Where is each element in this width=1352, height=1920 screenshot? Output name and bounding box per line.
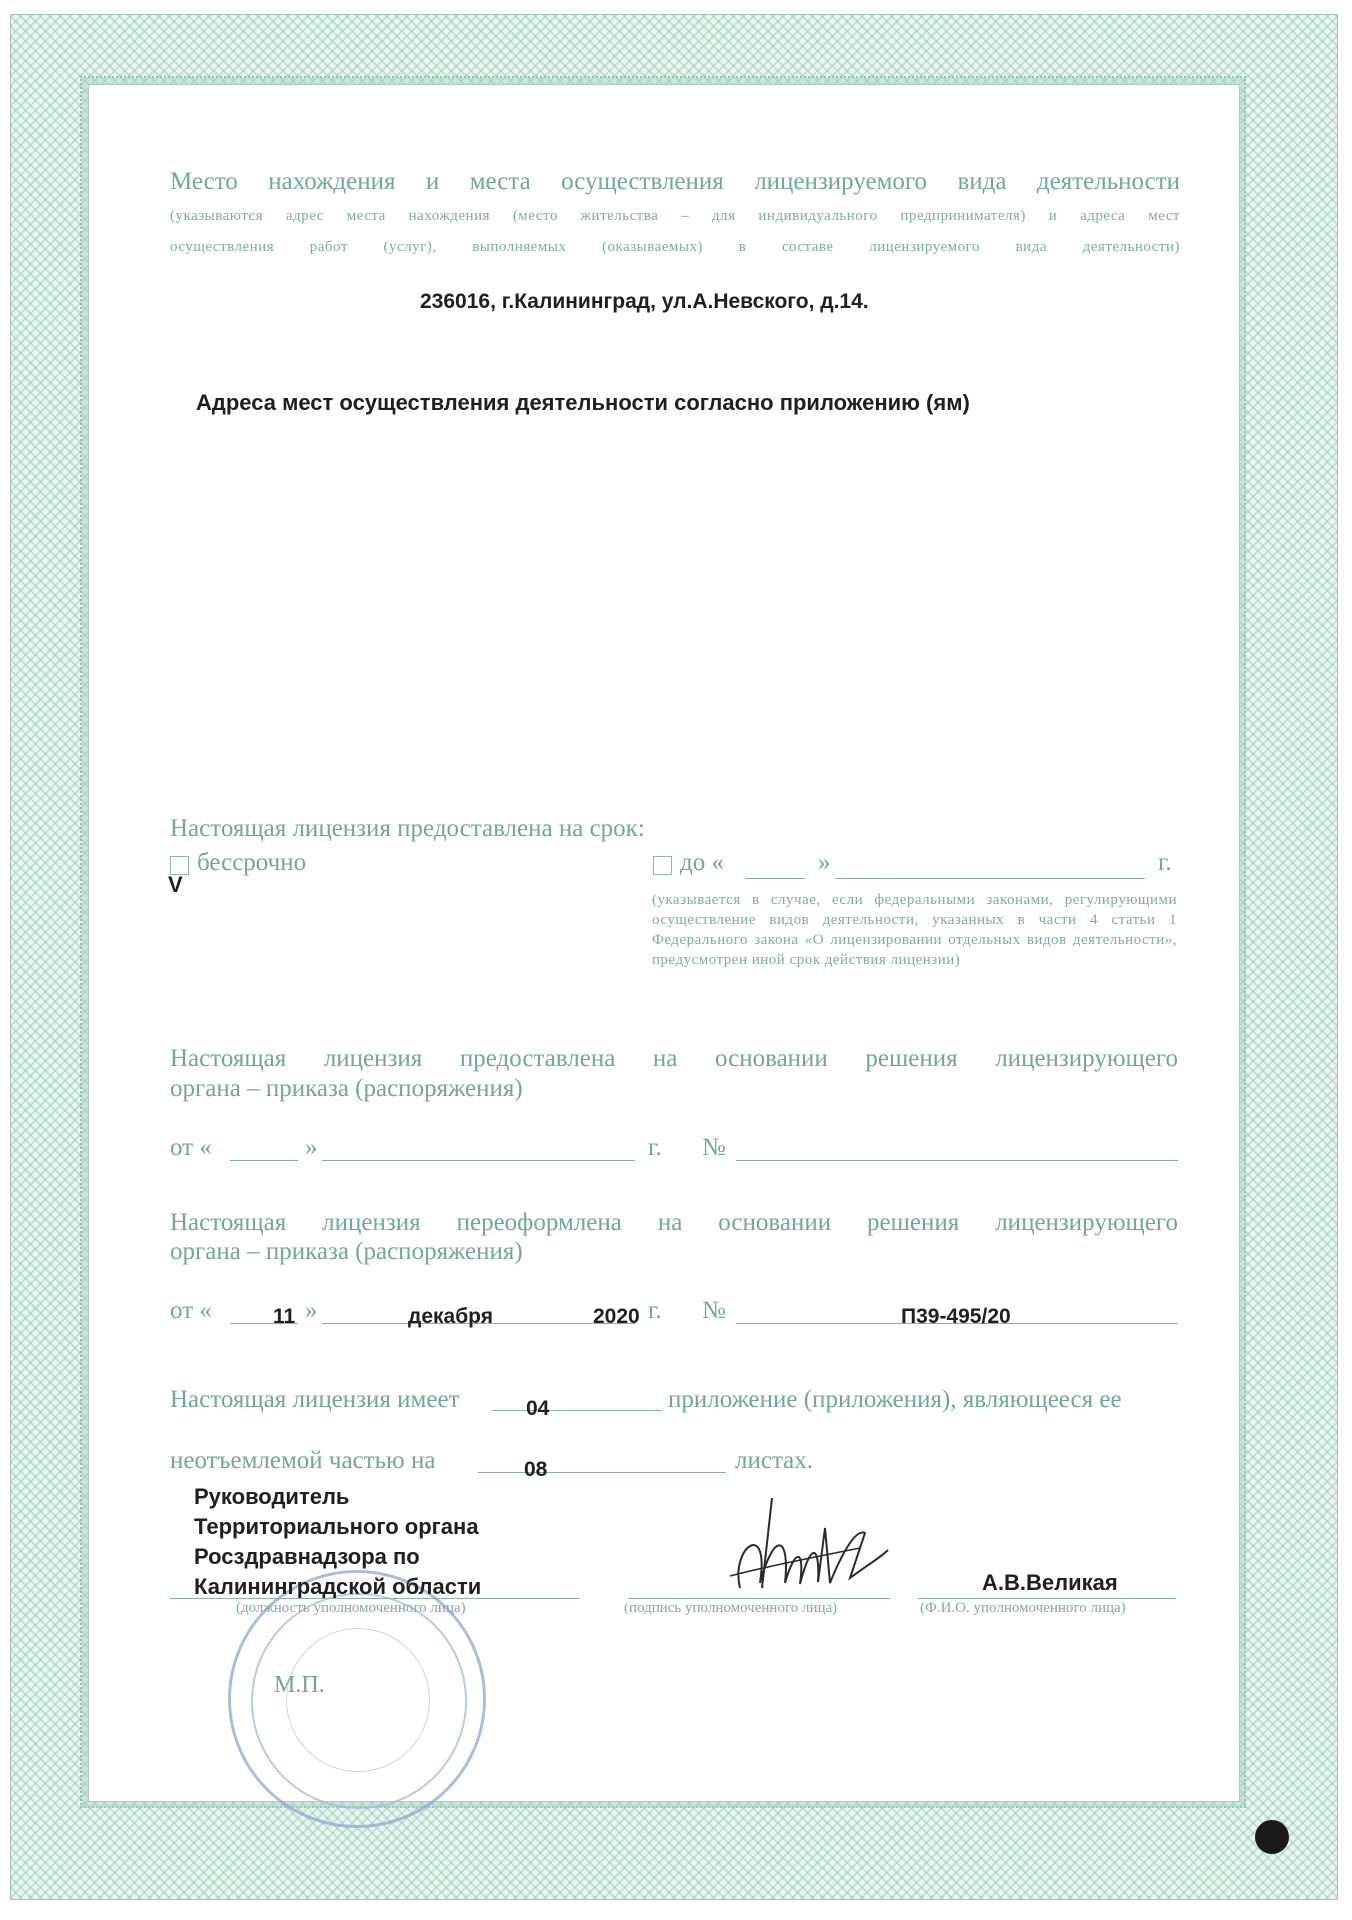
reissued-heading-line2: органа – приказа (распоряжения) xyxy=(170,1238,523,1265)
stamp-label: М.П. xyxy=(274,1672,325,1698)
until-close: » xyxy=(818,849,831,876)
granted-heading-line2: органа – приказа (распоряжения) xyxy=(170,1075,523,1102)
position-line xyxy=(170,1598,580,1599)
location-heading: Место нахождения и места осуществления лицензируемого вида деятельности xyxy=(170,168,1180,195)
until-year-suffix: г. xyxy=(1158,849,1172,876)
punch-hole xyxy=(1255,1820,1289,1854)
location-note-line1: (указываются адрес места нахождения (место жительства – для индивидуального предпринимателя) и адреса мест xyxy=(170,208,1180,224)
until-checkbox xyxy=(653,856,672,875)
location-note-line2: осуществления работ (услуг), выполняемых (оказываемых) в составе лицензируемого вида деятельности) xyxy=(170,239,1180,255)
position-line-1: Руководитель xyxy=(194,1484,350,1509)
seal-emblem xyxy=(286,1628,430,1772)
reissued-heading-line1: Настоящая лицензия переоформлена на основании решения лицензирующего xyxy=(170,1209,1178,1236)
granted-from-label: от « xyxy=(170,1134,212,1161)
signature-line xyxy=(628,1598,890,1599)
reissued-number: П39-495/20 xyxy=(901,1305,1011,1328)
signatory-name: А.В.Великая xyxy=(982,1570,1118,1595)
reissued-number-label: № xyxy=(702,1297,726,1324)
term-note: (указывается в случае, если федеральными законами, регулирующими осуществление видов деятельности, указанных в части 4 статьи 1 Федерального закона «О лицензировании отдельных видов деятельности», предусмотрен иной срок действия лицензии) xyxy=(652,892,1177,968)
signatory-position xyxy=(194,1482,481,1602)
granted-close: » xyxy=(305,1134,318,1161)
granted-month-line xyxy=(322,1160,635,1161)
reissued-month: декабря xyxy=(408,1305,493,1328)
signature-caption: (подпись уполномоченного лица) xyxy=(624,1600,838,1616)
name-caption: (Ф.И.О. уполномоченного лица) xyxy=(920,1600,1126,1616)
indefinite-mark: V xyxy=(168,872,183,897)
reissued-from-label: от « xyxy=(170,1297,212,1324)
until-month-line xyxy=(835,878,1145,879)
granted-number-label: № xyxy=(702,1134,726,1161)
name-line xyxy=(918,1598,1176,1599)
appendix-text-1: Настоящая лицензия имеет xyxy=(170,1386,460,1413)
until-label: до « xyxy=(680,849,724,876)
indefinite-label: бессрочно xyxy=(197,849,307,876)
term-heading: Настоящая лицензия предоставлена на срок: xyxy=(170,815,645,842)
address-value: 236016, г.Калининград, ул.А.Невского, д.14. xyxy=(420,290,869,313)
reissued-day: 11 xyxy=(273,1305,296,1328)
appendix-sheets-line xyxy=(478,1472,726,1473)
granted-heading-line1: Настоящая лицензия предоставлена на основании решения лицензирующего xyxy=(170,1045,1178,1072)
appendix-count-line xyxy=(492,1410,662,1411)
granted-number-line xyxy=(736,1160,1178,1161)
handwritten-signature xyxy=(700,1488,900,1603)
appendix-text-3: неотъемлемой частью на xyxy=(170,1447,436,1474)
appendix-text-4: листах. xyxy=(735,1447,814,1474)
position-line-2: Территориального органа xyxy=(194,1514,479,1539)
granted-day-line xyxy=(230,1160,298,1161)
appendix-count: 04 xyxy=(526,1397,550,1420)
position-line-4: Калининградской области xyxy=(194,1574,482,1599)
position-caption: (должность уполномоченного лица) xyxy=(236,1600,466,1616)
appendix-text-2: приложение (приложения), являющееся ее xyxy=(668,1386,1122,1413)
position-line-3: Росздравнадзора по xyxy=(194,1544,420,1569)
reissued-year: 2020 xyxy=(593,1305,640,1328)
until-day-line xyxy=(745,878,805,879)
reissued-close: » xyxy=(305,1297,318,1324)
granted-year-suffix: г. xyxy=(648,1134,662,1161)
addresses-note: Адреса мест осуществления деятельности согласно приложению (ям) xyxy=(196,390,970,415)
appendix-sheets: 08 xyxy=(524,1458,548,1481)
reissued-year-suffix: г. xyxy=(648,1297,662,1324)
